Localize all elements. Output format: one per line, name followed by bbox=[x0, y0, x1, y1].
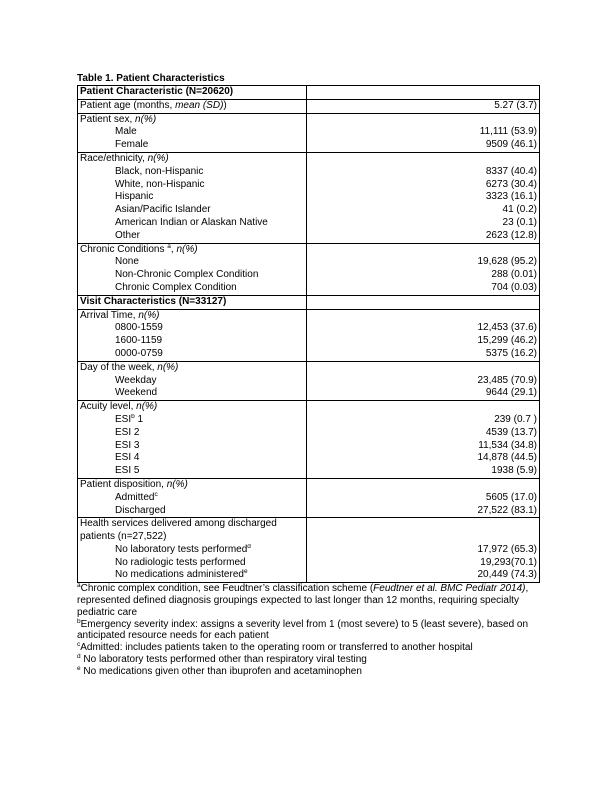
dow-item-label: Weekend bbox=[115, 387, 158, 399]
footnote-d: $^d$ No laboratory tests performed other than respiratory viral testing bbox=[77, 653, 367, 666]
race-item-label: American Indian or Alaskan Native bbox=[115, 216, 268, 228]
health-item-value: 17,972 (65.3) bbox=[477, 543, 537, 555]
patient-characteristics-table bbox=[77, 85, 540, 583]
arrival-item-label: 1600-1159 bbox=[115, 335, 163, 347]
section-header-patient: Patient Characteristic (N=20620) bbox=[78, 86, 307, 100]
race-item-value: 6273 (30.4) bbox=[485, 178, 537, 190]
arrival-item-label: 0800-1559 bbox=[115, 322, 163, 334]
table-row bbox=[78, 86, 540, 100]
race-item-label: Hispanic bbox=[115, 191, 154, 203]
chronic-item-label: Non-Chronic Complex Condition bbox=[115, 269, 259, 281]
age-value: 5.27 (3.7) bbox=[307, 99, 540, 113]
acuity-label: Acuity level, n(%) bbox=[80, 401, 158, 413]
health-cell bbox=[78, 518, 307, 583]
chronic-item-value: 19,628 (95.2) bbox=[477, 256, 537, 268]
sex-cell bbox=[78, 113, 307, 152]
section-header-patient-value bbox=[307, 86, 540, 100]
footnote-c: $^c$Admitted: includes patients taken to the operating room or transferred to another hospital bbox=[77, 641, 473, 654]
table-row bbox=[78, 295, 540, 309]
dow-values bbox=[307, 361, 540, 400]
arrival-label: Arrival Time, n(%) bbox=[80, 309, 160, 321]
chronic-values bbox=[307, 243, 540, 295]
race-item-value: 2623 (12.8) bbox=[485, 229, 537, 241]
table-row bbox=[78, 309, 540, 361]
acuity-item-value: 1938 (5.9) bbox=[491, 465, 537, 477]
arrival-item-label: 0000-0759 bbox=[115, 347, 163, 359]
table-row bbox=[78, 361, 540, 400]
section-header-visit-value bbox=[307, 295, 540, 309]
disposition-label: Patient disposition, n(%) bbox=[80, 478, 188, 490]
race-item-label: Asian/Pacific Islander bbox=[115, 204, 211, 216]
chronic-item-value: 704 (0.03) bbox=[491, 281, 537, 293]
disposition-values bbox=[307, 478, 540, 517]
acuity-item-label: ESI 2 bbox=[115, 426, 140, 438]
footnotes bbox=[77, 583, 547, 677]
arrival-item-value: 15,299 (46.2) bbox=[477, 335, 537, 347]
health-label: Health services delivered among discharged patients (n=27,522) bbox=[80, 518, 277, 543]
disposition-cell bbox=[78, 478, 307, 517]
arrival-cell bbox=[78, 309, 307, 361]
table-title: Table 1. Patient Characteristics bbox=[77, 73, 225, 84]
race-item-value: 3323 (16.1) bbox=[485, 191, 537, 203]
footnote-e: $^e$ No medications given other than ibuprofen and acetaminophen bbox=[77, 664, 362, 677]
document-page bbox=[77, 73, 540, 678]
race-item-value: 23 (0.1) bbox=[502, 216, 537, 228]
age-label: Patient age (months, mean (SD)) bbox=[78, 99, 307, 113]
acuity-cell bbox=[78, 401, 307, 479]
sex-item-label: Male bbox=[115, 126, 137, 138]
acuity-item-value: 14,878 (44.5) bbox=[477, 452, 537, 464]
health-values bbox=[307, 518, 540, 583]
dow-item-value: 9644 (29.1) bbox=[485, 387, 537, 399]
table-row bbox=[78, 243, 540, 295]
dow-item-label: Weekday bbox=[115, 374, 157, 386]
acuity-item-label: ESI 3 bbox=[115, 439, 140, 451]
table-row bbox=[78, 99, 540, 113]
acuity-item-value: 11,534 (34.8) bbox=[478, 439, 537, 451]
arrival-values bbox=[307, 309, 540, 361]
health-item-value: 20,449 (74.3) bbox=[477, 569, 537, 581]
health-item-value: 19,293(70.1) bbox=[480, 556, 537, 568]
table-row bbox=[78, 478, 540, 517]
sex-item-value: 9509 (46.1) bbox=[485, 139, 537, 151]
race-item-label: White, non-Hispanic bbox=[115, 178, 205, 190]
dow-item-value: 23,485 (70.9) bbox=[477, 374, 537, 386]
table-row bbox=[78, 518, 540, 583]
arrival-item-value: 12,453 (37.6) bbox=[477, 322, 537, 334]
chronic-item-value: 288 (0.01) bbox=[491, 269, 537, 281]
race-cell bbox=[78, 152, 307, 243]
chronic-cell bbox=[78, 243, 307, 295]
acuity-item-label: ESI 4 bbox=[115, 452, 140, 464]
sex-item-label: Female bbox=[115, 139, 149, 151]
race-label: Race/ethnicity, n(%) bbox=[80, 152, 169, 164]
footnote-b: $^b$Emergency severity index: assigns a severity level from 1 (most severe) to 5 (least severe), based on anticipated resource needs for each patient bbox=[77, 617, 529, 642]
sex-label: Patient sex, n(%) bbox=[80, 113, 157, 125]
arrival-item-value: 5375 (16.2) bbox=[485, 347, 537, 359]
acuity-item-label: ESI 5 bbox=[115, 465, 140, 477]
health-item-label: No laboratory tests performed$^d$ bbox=[115, 543, 251, 555]
chronic-item-label: Chronic Complex Condition bbox=[115, 281, 237, 293]
disposition-item-value: 27,522 (83.1) bbox=[477, 504, 537, 516]
footnote-a: $^a$Chronic complex condition, see Feudtner’s classification scheme (Feudtner et al. BMC Pediatr 2014), represented defined diagnosis groupings expected to last longer than 12 months, requiring specialty pediatric care bbox=[77, 582, 529, 618]
acuity-item-value: 4539 (13.7) bbox=[485, 426, 537, 438]
table-row bbox=[78, 401, 540, 479]
chronic-label: Chronic Conditions $^a$, n(%) bbox=[80, 243, 198, 255]
health-item-label: No medications administered$^e$ bbox=[115, 569, 248, 581]
table-row bbox=[78, 113, 540, 152]
disposition-item-value: 5605 (17.0) bbox=[485, 491, 537, 503]
race-values bbox=[307, 152, 540, 243]
sex-values bbox=[307, 113, 540, 152]
acuity-item-value: 239 (0.7 ) bbox=[494, 413, 537, 425]
race-item-label: Other bbox=[115, 229, 141, 241]
disposition-item-label: Admitted$^c$ bbox=[115, 491, 158, 503]
health-item-label: No radiologic tests performed bbox=[115, 556, 246, 568]
disposition-item-label: Discharged bbox=[115, 504, 166, 516]
dow-label: Day of the week, n(%) bbox=[80, 361, 179, 373]
table-row bbox=[78, 152, 540, 243]
dow-cell bbox=[78, 361, 307, 400]
acuity-item-label: ESI$^b$ 1 bbox=[115, 413, 144, 425]
sex-item-value: 11,111 (53.9) bbox=[479, 126, 537, 138]
race-item-value: 8337 (40.4) bbox=[485, 165, 537, 177]
race-item-label: Black, non-Hispanic bbox=[115, 165, 204, 177]
acuity-values bbox=[307, 401, 540, 479]
chronic-item-label: None bbox=[115, 256, 139, 268]
section-header-visit: Visit Characteristics (N=33127) bbox=[78, 295, 307, 309]
race-item-value: 41 (0.2) bbox=[502, 204, 537, 216]
